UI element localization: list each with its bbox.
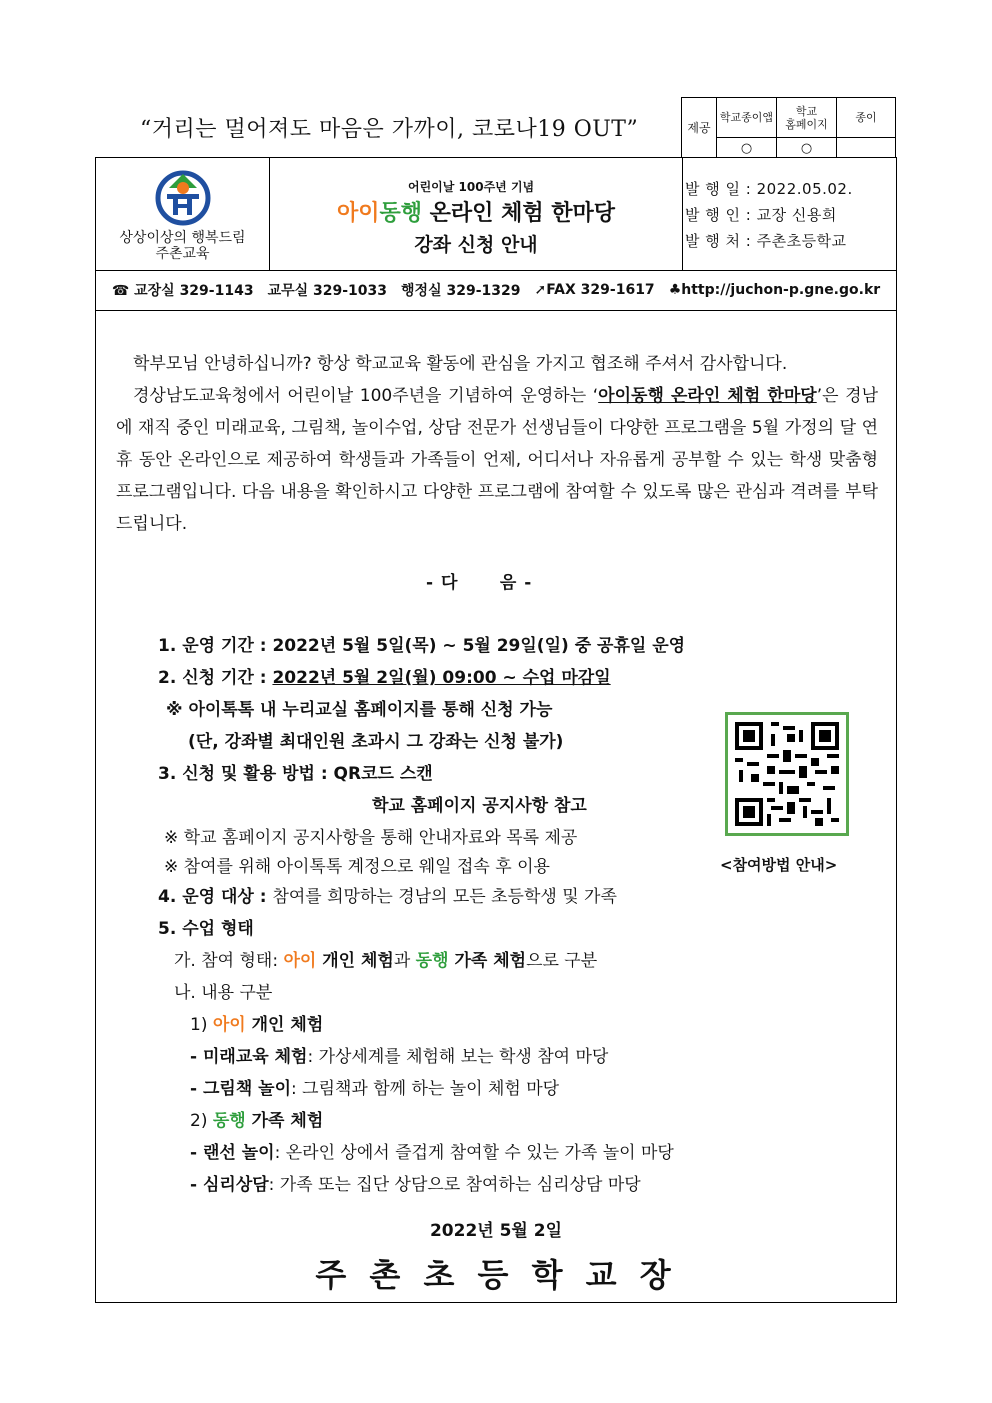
intro-p2: 경상남도교육청에서 어린이날 100주년을 기념하여 운영하는 ‘아이동행 온라인 체험 한마당’은 경남에 재직 중인 미래교육, 그림책, 놀이수업, 상담 전문가 선생님들이 다양한 프로그램을 5월 가정의 달 연휴 동안 온라인으로 제공하여 학생들과 가족들이 언제, 어디서나 자유롭게 공부할 수 있는 학생 맞춤형 프로그램입니다. 다음 내용을 확인하시고 다양한 프로그램에 참여할 수 있도록 많은 관심과 격려를 부탁드립니다. [116, 386, 879, 534]
contact-principal: ☎ 교장실 329-1143 [111, 283, 254, 299]
item-2-note2: (단, 강좌별 최대인원 초과시 그 강좌는 신청 불가) [188, 732, 564, 752]
footer-date: 2022년 5월 2일 [429, 1221, 563, 1241]
provision-mark-app: ○ [716, 138, 776, 158]
title-subtitle: 강좌 신청 안내 [414, 234, 538, 256]
motto-line2: 주촌교육 [155, 246, 210, 262]
item-3-note2: ※ 참여를 위해 아이톡톡 계정으로 웨일 접속 후 이용 [164, 857, 550, 877]
item-4: 4. 운영 대상 : 참여를 희망하는 경남의 모든 초등학생 및 가족 [158, 887, 617, 907]
provision-table [681, 97, 896, 157]
provision-col-homepage: 학교 홈페이지 [776, 98, 836, 138]
contact-url[interactable]: ♣http://juchon-p.gne.go.kr [668, 282, 881, 298]
motto-line1: 상상이상의 행복드림 [119, 230, 246, 246]
qr-code-icon[interactable] [725, 712, 849, 836]
contact-fax: FAX 329-1617 [546, 282, 655, 298]
provision-col-paper: 종이 [836, 98, 895, 138]
sub-2-a: - 랜선 놀이: 온라인 상에서 즐겁게 참여할 수 있는 가족 놀이 마당 [190, 1143, 674, 1163]
item-2-period: 2022년 5월 2일(월) 09:00 ~ 수업 마감일 [272, 668, 611, 688]
qr-code-pattern [735, 722, 839, 826]
title-small: 어린이날 100주년 기념 [408, 180, 535, 194]
contact-fax-group [534, 282, 654, 298]
contact-teachers: 교무실 329-1033 [267, 283, 388, 299]
da-eum-heading: - 다 음 - [426, 573, 533, 593]
title-cell [270, 158, 683, 270]
sub-1: 1) 아이 개인 체험 [190, 1015, 324, 1035]
signature: 주 촌 초 등 학 교 장 [315, 1256, 677, 1294]
title-donghaeng: 동행 [379, 201, 423, 226]
intro-p1: 학부모님 안녕하십니까? 항상 학교교육 활동에 관심을 가지고 협조해 주셔서 감사합니다. [133, 354, 788, 374]
logo-cell [96, 158, 270, 270]
publisher: 발 행 인 : 교장 신용희 [685, 206, 837, 224]
contact-admin: 행정실 329-1329 [401, 283, 521, 299]
item-3-note1: ※ 학교 홈페이지 공지사항을 통해 안내자료와 목록 제공 [164, 828, 578, 848]
provision-label: 제공 [687, 120, 711, 135]
title-ai: 아이 [336, 201, 380, 226]
item-2: 2. 신청 기간 : 2022년 5월 2일(월) 09:00 ~ 수업 마감일 [158, 668, 611, 688]
item-5-ga: 가. 참여 형태: 아이 개인 체험과 동행 가족 체험으로 구분 [174, 951, 598, 971]
issue-info [683, 158, 896, 270]
sub-1-b: - 그림책 놀이: 그림책과 함께 하는 놀이 체험 마당 [190, 1079, 560, 1099]
school-logo-icon [154, 168, 212, 226]
item-5: 5. 수업 형태 [158, 919, 254, 939]
intro-text [116, 348, 878, 540]
provision-mark-paper [836, 138, 895, 158]
slogan: “거리는 멀어져도 마음은 가까이, 코로나19 OUT” [140, 117, 639, 142]
sub-2-b: - 심리상담: 가족 또는 집단 상담으로 참여하는 심리상담 마당 [190, 1175, 641, 1195]
item-1: 1. 운영 기간 : 2022년 5월 5일(목) ~ 5월 29일(일) 중 공휴일 운영 [158, 636, 686, 656]
provision-col-app: 학교종이앱 [716, 98, 776, 138]
title-rest: 온라인 체험 한마당 [422, 201, 616, 226]
item-2-note1: ※ 아이톡톡 내 누리교실 홈페이지를 통해 신청 가능 [166, 700, 553, 720]
provision-mark-homepage: ○ [776, 138, 836, 158]
cursor-icon: ➚ [534, 282, 547, 298]
issuer: 발 행 처 : 주촌초등학교 [685, 232, 847, 250]
item-5-na: 나. 내용 구분 [174, 983, 273, 1003]
program-name: 아이동행 온라인 체험 한마당 [598, 386, 817, 406]
contact-bar [96, 270, 896, 310]
issue-date: 발 행 일 : 2022.05.02. [685, 180, 853, 198]
qr-caption: <참여방법 안내> [720, 856, 838, 874]
item-3-line2: 학교 홈페이지 공지사항 참고 [372, 796, 587, 816]
sub-2: 2) 동행 가족 체험 [190, 1111, 324, 1131]
item-3: 3. 신청 및 활용 방법 : QR코드 스캔 [158, 764, 433, 784]
divider [96, 310, 896, 311]
sub-1-a: - 미래교육 체험: 가상세계를 체험해 보는 학생 참여 마당 [190, 1047, 609, 1067]
title-main [270, 196, 682, 227]
